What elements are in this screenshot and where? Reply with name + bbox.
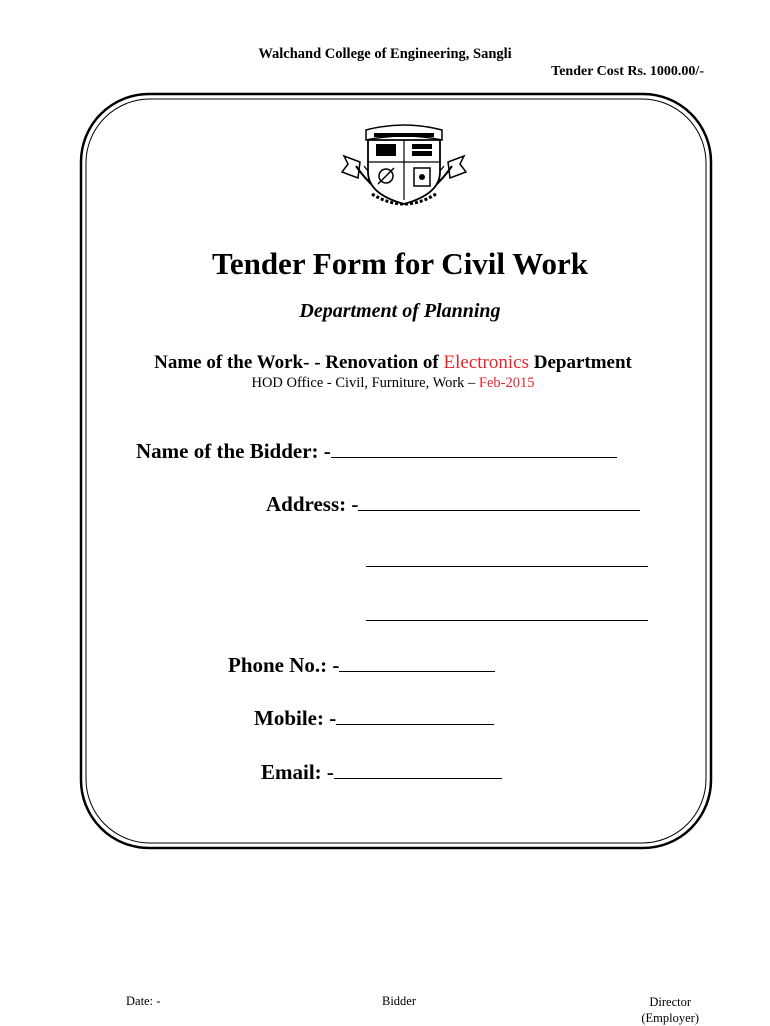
footer-date: Date: - [126,994,161,1008]
address-line-3[interactable] [366,620,648,621]
email-label: Email: - [261,760,334,784]
form-title: Tender Form for Civil Work [211,246,589,281]
college-name: Walchand College of Engineering, Sangli [258,46,512,62]
employer-label: (Employer) [641,1011,699,1025]
college-emblem-seal [338,122,470,218]
director-label: Director [649,995,692,1009]
phone-line[interactable] [339,653,495,672]
footer-director [641,994,699,1026]
work-description [0,375,770,392]
bidder-name-line[interactable] [331,439,617,458]
hod-text: HOD Office - Civil, Furniture, Work – [251,375,479,391]
bidder-label: Name of the Bidder: - [136,439,331,463]
hod-date: Feb-2015 [478,375,535,391]
footer-bidder: Bidder [382,994,417,1008]
department-name: Department of Planning [299,300,501,322]
phone-field [228,653,495,678]
email-field [261,760,502,785]
phone-label: Phone No.: - [228,653,340,677]
work-highlight: Electronics [443,352,529,373]
address-label: Address: - [266,492,359,516]
mobile-label: Mobile: - [254,706,337,730]
address-line-1[interactable] [358,492,640,511]
work-prefix: Name of the Work- - Renovation of [154,352,444,373]
work-suffix: Department [528,352,632,373]
work-name [0,352,770,374]
tender-cost: Tender Cost Rs. 1000.00/- [551,64,704,79]
mobile-field [254,706,494,731]
address-field [266,492,640,517]
email-line[interactable] [334,760,502,779]
bidder-name-field [136,439,617,464]
address-line-2[interactable] [366,566,648,567]
mobile-line[interactable] [336,706,494,725]
